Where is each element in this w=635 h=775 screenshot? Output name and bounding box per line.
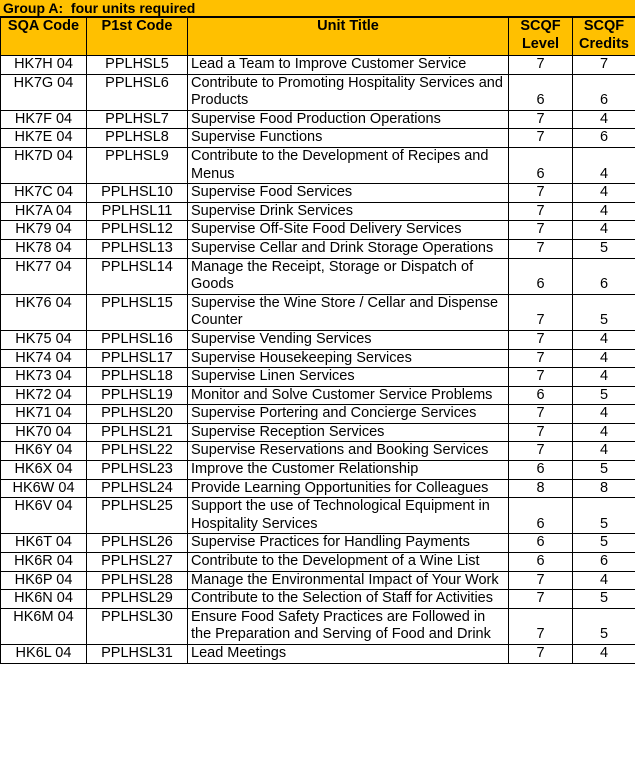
- unit-title-cell: Monitor and Solve Customer Service Problems: [188, 386, 509, 405]
- sqa-code-cell: HK6L 04: [1, 645, 87, 664]
- scqf-level-cell: 7: [509, 405, 573, 424]
- scqf-level-cell: 7: [509, 608, 573, 644]
- unit-title-cell: Supervise Off-Site Food Delivery Services: [188, 221, 509, 240]
- p1st-code-cell: PPLHSL19: [87, 386, 188, 405]
- header-unit-title: Unit Title: [188, 18, 509, 56]
- unit-title-cell: Supervise Linen Services: [188, 368, 509, 387]
- table-row: [1, 74, 635, 110]
- p1st-code-cell: PPLHSL23: [87, 461, 188, 480]
- table-row: [1, 461, 635, 480]
- table-header-row: [1, 18, 635, 56]
- scqf-credits-cell: 4: [573, 405, 635, 424]
- scqf-level-cell: 7: [509, 294, 573, 330]
- scqf-level-cell: 7: [509, 184, 573, 203]
- scqf-level-cell: 7: [509, 202, 573, 221]
- unit-title-cell: Provide Learning Opportunities for Colleagues: [188, 479, 509, 498]
- sqa-code-cell: HK78 04: [1, 239, 87, 258]
- p1st-code-cell: PPLHSL22: [87, 442, 188, 461]
- unit-title-cell: Lead a Team to Improve Customer Service: [188, 56, 509, 75]
- unit-title-cell: Supervise Reservations and Booking Services: [188, 442, 509, 461]
- scqf-credits-cell: 4: [573, 571, 635, 590]
- scqf-level-cell: 8: [509, 479, 573, 498]
- scqf-level-cell: 6: [509, 534, 573, 553]
- header-scqf-level: SCQF Level: [509, 18, 573, 56]
- p1st-code-cell: PPLHSL12: [87, 221, 188, 240]
- scqf-credits-cell: 6: [573, 74, 635, 110]
- table-row: [1, 479, 635, 498]
- p1st-code-cell: PPLHSL24: [87, 479, 188, 498]
- table-row: [1, 129, 635, 148]
- p1st-code-cell: PPLHSL17: [87, 349, 188, 368]
- table-row: [1, 56, 635, 75]
- sqa-code-cell: HK71 04: [1, 405, 87, 424]
- sqa-code-cell: HK7G 04: [1, 74, 87, 110]
- unit-title-cell: Manage the Environmental Impact of Your Work: [188, 571, 509, 590]
- scqf-credits-cell: 4: [573, 423, 635, 442]
- scqf-credits-cell: 6: [573, 553, 635, 572]
- sqa-code-cell: HK6N 04: [1, 590, 87, 609]
- header-scqf-credits: SCQF Credits: [573, 18, 635, 56]
- scqf-level-cell: 6: [509, 74, 573, 110]
- p1st-code-cell: PPLHSL20: [87, 405, 188, 424]
- table-row: [1, 349, 635, 368]
- unit-title-cell: Supervise Practices for Handling Payments: [188, 534, 509, 553]
- table-row: [1, 423, 635, 442]
- unit-title-cell: Lead Meetings: [188, 645, 509, 664]
- scqf-credits-cell: 4: [573, 645, 635, 664]
- p1st-code-cell: PPLHSL31: [87, 645, 188, 664]
- sqa-code-cell: HK6T 04: [1, 534, 87, 553]
- table-row: [1, 110, 635, 129]
- table-row: [1, 498, 635, 534]
- table-row: [1, 442, 635, 461]
- scqf-credits-cell: 6: [573, 129, 635, 148]
- unit-title-cell: Support the use of Technological Equipment in Hospitality Services: [188, 498, 509, 534]
- p1st-code-cell: PPLHSL15: [87, 294, 188, 330]
- scqf-level-cell: 6: [509, 498, 573, 534]
- scqf-level-cell: 7: [509, 368, 573, 387]
- scqf-credits-cell: 4: [573, 368, 635, 387]
- header-sqa-code: SQA Code: [1, 18, 87, 56]
- sqa-code-cell: HK6W 04: [1, 479, 87, 498]
- p1st-code-cell: PPLHSL18: [87, 368, 188, 387]
- sqa-code-cell: HK7D 04: [1, 147, 87, 183]
- sqa-code-cell: HK7F 04: [1, 110, 87, 129]
- sqa-code-cell: HK7A 04: [1, 202, 87, 221]
- header-p1st-code: P1st Code: [87, 18, 188, 56]
- scqf-credits-cell: 8: [573, 479, 635, 498]
- sqa-code-cell: HK6V 04: [1, 498, 87, 534]
- p1st-code-cell: PPLHSL30: [87, 608, 188, 644]
- scqf-level-cell: 6: [509, 147, 573, 183]
- scqf-credits-cell: 5: [573, 461, 635, 480]
- table-row: [1, 239, 635, 258]
- table-row: [1, 330, 635, 349]
- scqf-credits-cell: 5: [573, 386, 635, 405]
- p1st-code-cell: PPLHSL8: [87, 129, 188, 148]
- p1st-code-cell: PPLHSL21: [87, 423, 188, 442]
- sqa-code-cell: HK7E 04: [1, 129, 87, 148]
- sqa-code-cell: HK6X 04: [1, 461, 87, 480]
- table-row: [1, 368, 635, 387]
- unit-title-cell: Supervise Housekeeping Services: [188, 349, 509, 368]
- table-row: [1, 258, 635, 294]
- table-row: [1, 221, 635, 240]
- sqa-code-cell: HK77 04: [1, 258, 87, 294]
- scqf-level-cell: 7: [509, 56, 573, 75]
- table-row: [1, 645, 635, 664]
- sqa-code-cell: HK6P 04: [1, 571, 87, 590]
- p1st-code-cell: PPLHSL10: [87, 184, 188, 203]
- sqa-code-cell: HK73 04: [1, 368, 87, 387]
- table-row: [1, 590, 635, 609]
- p1st-code-cell: PPLHSL5: [87, 56, 188, 75]
- p1st-code-cell: PPLHSL14: [87, 258, 188, 294]
- sqa-code-cell: HK75 04: [1, 330, 87, 349]
- sqa-code-cell: HK74 04: [1, 349, 87, 368]
- table-row: [1, 202, 635, 221]
- scqf-level-cell: 7: [509, 423, 573, 442]
- scqf-credits-cell: 4: [573, 349, 635, 368]
- table-row: [1, 405, 635, 424]
- scqf-level-cell: 7: [509, 239, 573, 258]
- unit-title-cell: Contribute to the Selection of Staff for Activities: [188, 590, 509, 609]
- p1st-code-cell: PPLHSL9: [87, 147, 188, 183]
- table-row: [1, 294, 635, 330]
- scqf-level-cell: 7: [509, 110, 573, 129]
- sqa-code-cell: HK76 04: [1, 294, 87, 330]
- unit-title-cell: Contribute to the Development of a Wine List: [188, 553, 509, 572]
- p1st-code-cell: PPLHSL25: [87, 498, 188, 534]
- unit-title-cell: Supervise Food Services: [188, 184, 509, 203]
- unit-title-cell: Ensure Food Safety Practices are Followed in the Preparation and Serving of Food and Drink: [188, 608, 509, 644]
- unit-title-cell: Supervise Cellar and Drink Storage Operations: [188, 239, 509, 258]
- scqf-credits-cell: 5: [573, 590, 635, 609]
- scqf-credits-cell: 4: [573, 221, 635, 240]
- unit-title-cell: Contribute to the Development of Recipes and Menus: [188, 147, 509, 183]
- scqf-level-cell: 7: [509, 129, 573, 148]
- unit-title-cell: Supervise Drink Services: [188, 202, 509, 221]
- unit-title-cell: Manage the Receipt, Storage or Dispatch of Goods: [188, 258, 509, 294]
- scqf-level-cell: 7: [509, 645, 573, 664]
- unit-title-cell: Supervise Reception Services: [188, 423, 509, 442]
- scqf-credits-cell: 4: [573, 184, 635, 203]
- sqa-code-cell: HK79 04: [1, 221, 87, 240]
- scqf-credits-cell: 5: [573, 608, 635, 644]
- scqf-level-cell: 7: [509, 330, 573, 349]
- p1st-code-cell: PPLHSL6: [87, 74, 188, 110]
- scqf-level-cell: 6: [509, 461, 573, 480]
- table-row: [1, 571, 635, 590]
- scqf-level-cell: 6: [509, 258, 573, 294]
- p1st-code-cell: PPLHSL7: [87, 110, 188, 129]
- scqf-credits-cell: 4: [573, 202, 635, 221]
- sqa-code-cell: HK6M 04: [1, 608, 87, 644]
- p1st-code-cell: PPLHSL11: [87, 202, 188, 221]
- p1st-code-cell: PPLHSL26: [87, 534, 188, 553]
- units-table: [0, 17, 635, 664]
- scqf-credits-cell: 5: [573, 239, 635, 258]
- sqa-code-cell: HK6Y 04: [1, 442, 87, 461]
- scqf-credits-cell: 5: [573, 498, 635, 534]
- sqa-code-cell: HK70 04: [1, 423, 87, 442]
- scqf-level-cell: 7: [509, 442, 573, 461]
- sqa-code-cell: HK6R 04: [1, 553, 87, 572]
- sqa-code-cell: HK7C 04: [1, 184, 87, 203]
- scqf-level-cell: 6: [509, 553, 573, 572]
- sqa-code-cell: HK7H 04: [1, 56, 87, 75]
- table-row: [1, 147, 635, 183]
- group-a-title: Group A: four units required: [0, 0, 635, 17]
- unit-title-cell: Supervise Vending Services: [188, 330, 509, 349]
- p1st-code-cell: PPLHSL16: [87, 330, 188, 349]
- unit-title-cell: Supervise the Wine Store / Cellar and Dispense Counter: [188, 294, 509, 330]
- scqf-credits-cell: 4: [573, 110, 635, 129]
- scqf-credits-cell: 7: [573, 56, 635, 75]
- scqf-credits-cell: 4: [573, 442, 635, 461]
- sqa-code-cell: HK72 04: [1, 386, 87, 405]
- p1st-code-cell: PPLHSL13: [87, 239, 188, 258]
- unit-title-cell: Improve the Customer Relationship: [188, 461, 509, 480]
- scqf-level-cell: 7: [509, 221, 573, 240]
- scqf-level-cell: 7: [509, 571, 573, 590]
- unit-title-cell: Supervise Functions: [188, 129, 509, 148]
- p1st-code-cell: PPLHSL29: [87, 590, 188, 609]
- unit-title-cell: Supervise Portering and Concierge Services: [188, 405, 509, 424]
- unit-title-cell: Contribute to Promoting Hospitality Services and Products: [188, 74, 509, 110]
- p1st-code-cell: PPLHSL28: [87, 571, 188, 590]
- p1st-code-cell: PPLHSL27: [87, 553, 188, 572]
- scqf-credits-cell: 5: [573, 294, 635, 330]
- scqf-credits-cell: 5: [573, 534, 635, 553]
- table-row: [1, 553, 635, 572]
- table-row: [1, 608, 635, 644]
- unit-title-cell: Supervise Food Production Operations: [188, 110, 509, 129]
- scqf-credits-cell: 6: [573, 258, 635, 294]
- scqf-level-cell: 6: [509, 386, 573, 405]
- scqf-credits-cell: 4: [573, 147, 635, 183]
- scqf-credits-cell: 4: [573, 330, 635, 349]
- table-row: [1, 386, 635, 405]
- table-row: [1, 534, 635, 553]
- scqf-level-cell: 7: [509, 349, 573, 368]
- scqf-level-cell: 7: [509, 590, 573, 609]
- table-row: [1, 184, 635, 203]
